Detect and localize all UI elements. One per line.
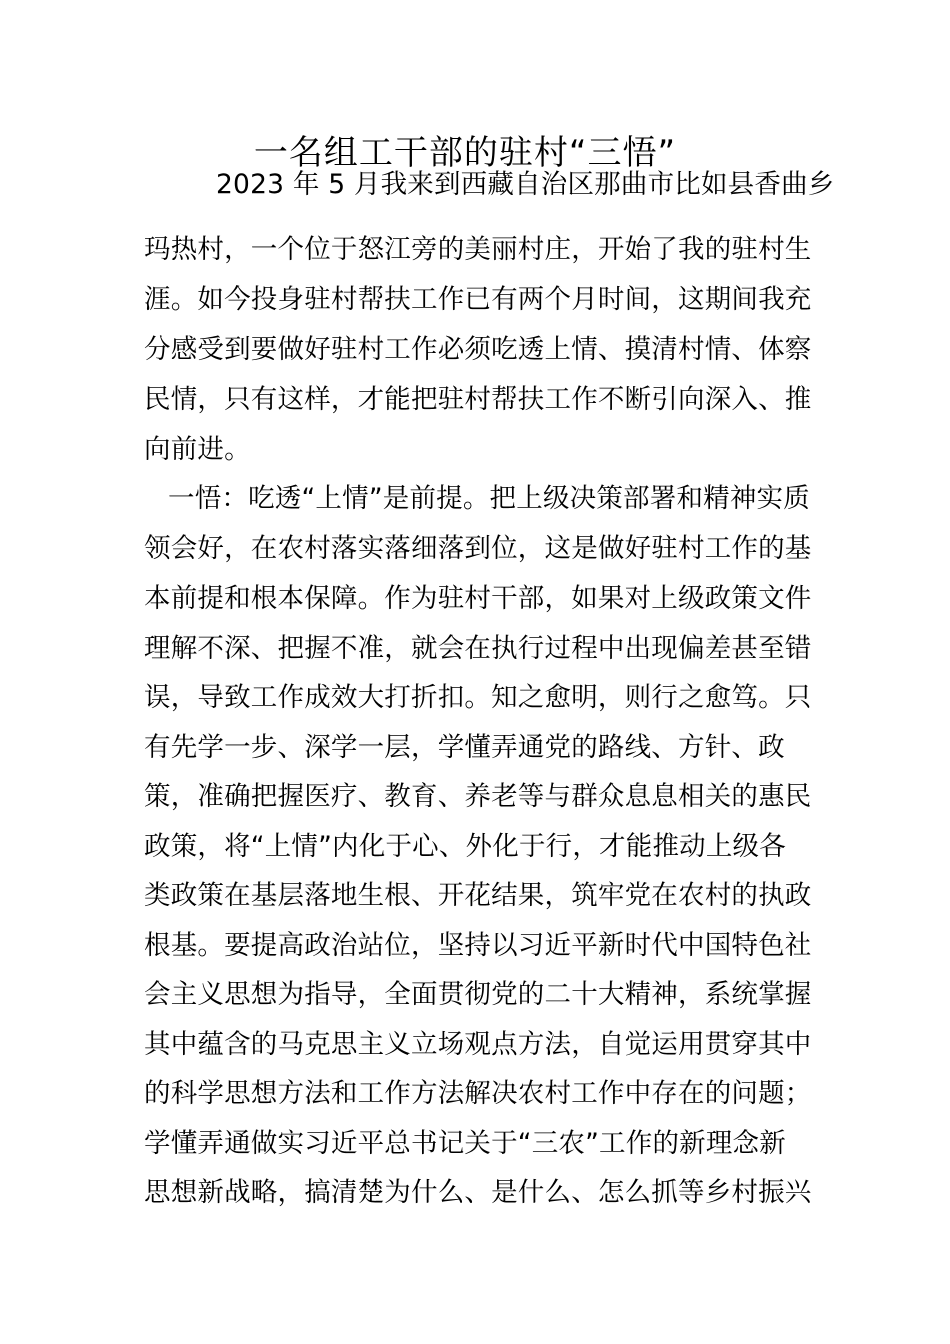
paragraph-line: 一悟：吃透“上情”是前提。把上级决策部署和精神实质 [168,483,810,514]
paragraph-line: 学懂弄通做实习近平总书记关于“三农”工作的新理念新 [144,1128,786,1159]
paragraph-line: 民情，只有这样，才能把驻村帮扶工作不断引向深入、推 [144,384,812,415]
paragraph-line: 分感受到要做好驻村工作必须吃透上情、摸清村情、体察 [144,334,812,365]
paragraph-line: 政策，将“上情”内化于心、外化于行，才能推动上级各 [144,831,786,862]
paragraph-line: 根基。要提高政治站位，坚持以习近平新时代中国特色社 [144,930,812,961]
paragraph-line: 玛热村，一个位于怒江旁的美丽村庄，开始了我的驻村生 [144,234,812,265]
paragraph-line: 本前提和根本保障。作为驻村干部，如果对上级政策文件 [144,583,812,614]
paragraph-line: 误，导致工作成效大打折扣。知之愈明，则行之愈笃。只 [144,682,812,713]
paragraph-line: 的科学思想方法和工作方法解决农村工作中存在的问题； [144,1078,812,1109]
paragraph-line: 有先学一步、深学一层，学懂弄通党的路线、方针、政 [144,732,785,763]
paragraph-line: 向前进。 [144,434,251,465]
paragraph-line: 涯。如今投身驻村帮扶工作已有两个月时间，这期间我充 [144,284,812,315]
paragraph-line: 会主义思想为指导，全面贯彻党的二十大精神，系统掌握 [144,979,812,1010]
paragraph-line: 理解不深、把握不准，就会在执行过程中出现偏差甚至错 [144,633,812,664]
document-title: 一名组工干部的驻村“三悟” [253,133,677,173]
paragraph-line: 策，准确把握医疗、教育、养老等与群众息息相关的惠民 [144,781,812,812]
paragraph-line: 思想新战略，搞清楚为什么、是什么、怎么抓等乡村振兴 [144,1177,812,1208]
paragraph-line: 2023 年 5 月我来到西藏自治区那曲市比如县香曲乡 [216,169,835,200]
paragraph-line: 其中蕴含的马克思主义立场观点方法，自觉运用贯穿其中 [144,1029,812,1060]
paragraph-line: 领会好，在农村落实落细落到位，这是做好驻村工作的基 [144,533,812,564]
paragraph-line: 类政策在基层落地生根、开花结果，筑牢党在农村的执政 [144,880,812,911]
